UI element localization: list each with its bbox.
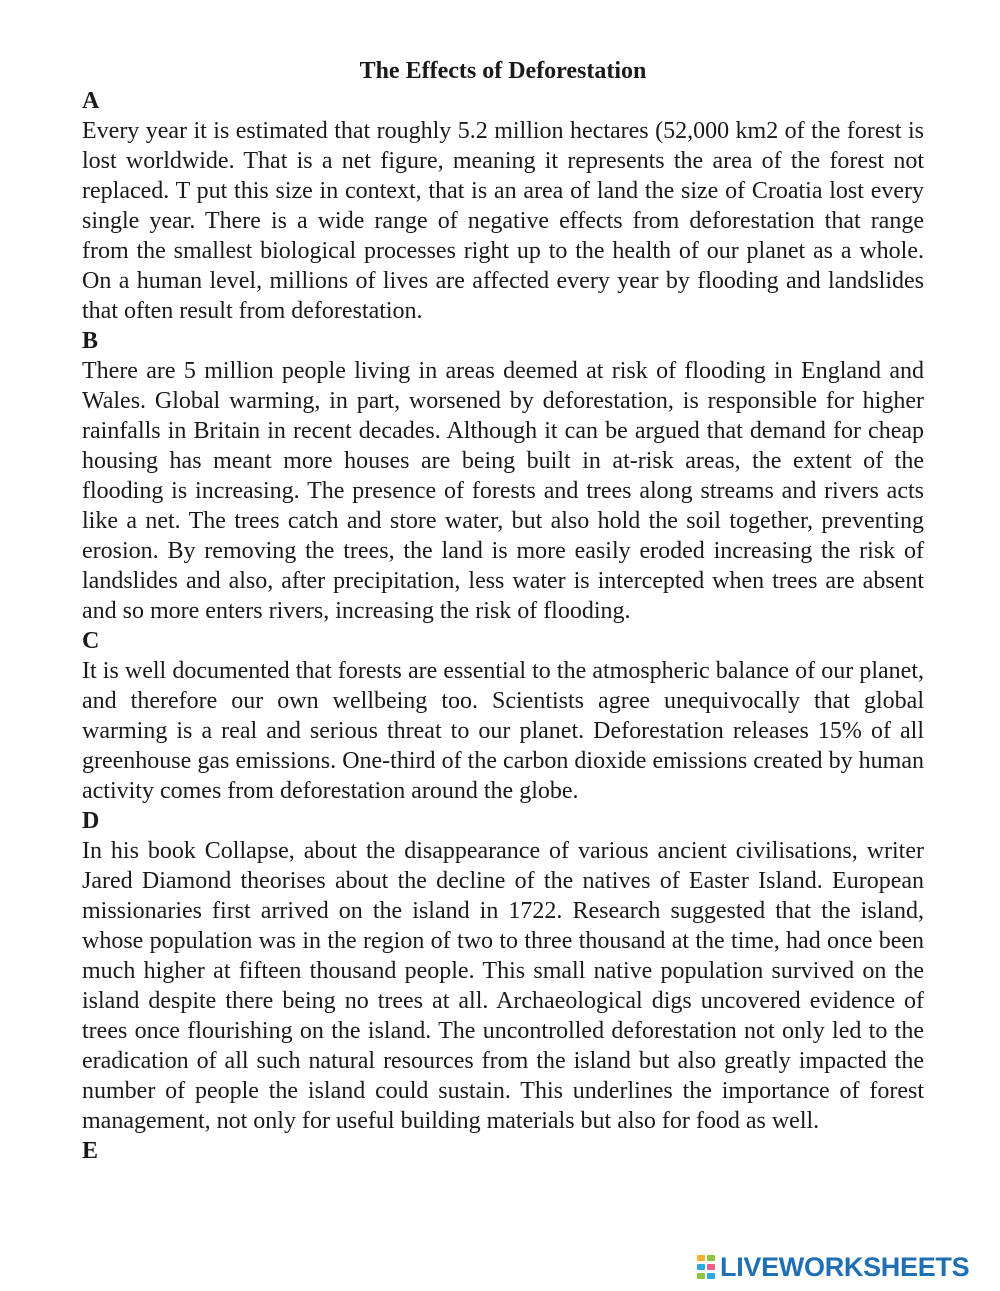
section-letter: A — [82, 88, 100, 114]
liveworksheets-watermark — [697, 1252, 969, 1282]
liveworksheets-logo-icon — [697, 1255, 717, 1279]
document-page — [82, 56, 924, 1166]
section-paragraph: In his book Collapse, about the disappearance of various ancient civilisations, writer Jared Diamond theorises about the decline of the natives of Easter Island. European missionaries first arrived on the island in 1722. Research suggested that the island, whose population was in the region of two to three thousand at the time, had once been much higher at fifteen thousand people. This small native population survived on the island despite there being no trees at all. Archaeological digs uncovered evidence of trees once flourishing on the island. The uncontrolled deforestation not only led to the eradication of all such natural resources from the island but also greatly impacted the number of people the island could sustain. This underlines the importance of forest management, not only for useful building materials but also for food as well. — [82, 838, 924, 1134]
section-letter: B — [82, 328, 99, 354]
section-paragraph: Every year it is estimated that roughly 5.2 million hectares (52,000 km2 of the forest is lost worldwide. That is a net figure, meaning it represents the area of the forest not replaced. T put this size in context, that is an area of land the size of Croatia lost every single year. There is a wide range of negative effects from deforestation that range from the smallest biological processes right up to the health of our planet as a whole. On a human level, millions of lives are affected every year by flooding and landslides that often result from deforestation. — [82, 118, 924, 324]
section-b — [82, 326, 924, 626]
section-c — [82, 626, 924, 806]
section-letter: C — [82, 628, 100, 654]
section-d — [82, 806, 924, 1136]
section-paragraph: It is well documented that forests are essential to the atmospheric balance of our planet, and therefore our own wellbeing too. Scientists agree unequivocally that global warming is a real and serious threat to our planet. Deforestation releases 15% of all greenhouse gas emissions. One-third of the carbon dioxide emissions created by human activity comes from deforestation around the globe. — [82, 658, 924, 804]
page-title: The Effects of Deforestation — [359, 58, 647, 84]
section-e — [82, 1136, 924, 1166]
section-letter: D — [82, 808, 100, 834]
watermark-text: LIVEWORKSHEETS — [720, 1252, 970, 1282]
section-letter: E — [82, 1138, 99, 1164]
section-paragraph: There are 5 million people living in areas deemed at risk of flooding in England and Wales. Global warming, in part, worsened by deforestation, is responsible for higher rainfalls in Britain in recent decades. Although it can be argued that demand for cheap housing has meant more houses are being built in at-risk areas, the extent of the flooding is increasing. The presence of forests and trees along streams and rivers acts like a net. The trees catch and store water, but also hold the soil together, preventing erosion. By removing the trees, the land is more easily eroded increasing the risk of landslides and also, after precipitation, less water is intercepted when trees are absent and so more enters rivers, increasing the risk of flooding. — [82, 358, 924, 624]
section-a — [82, 86, 924, 326]
